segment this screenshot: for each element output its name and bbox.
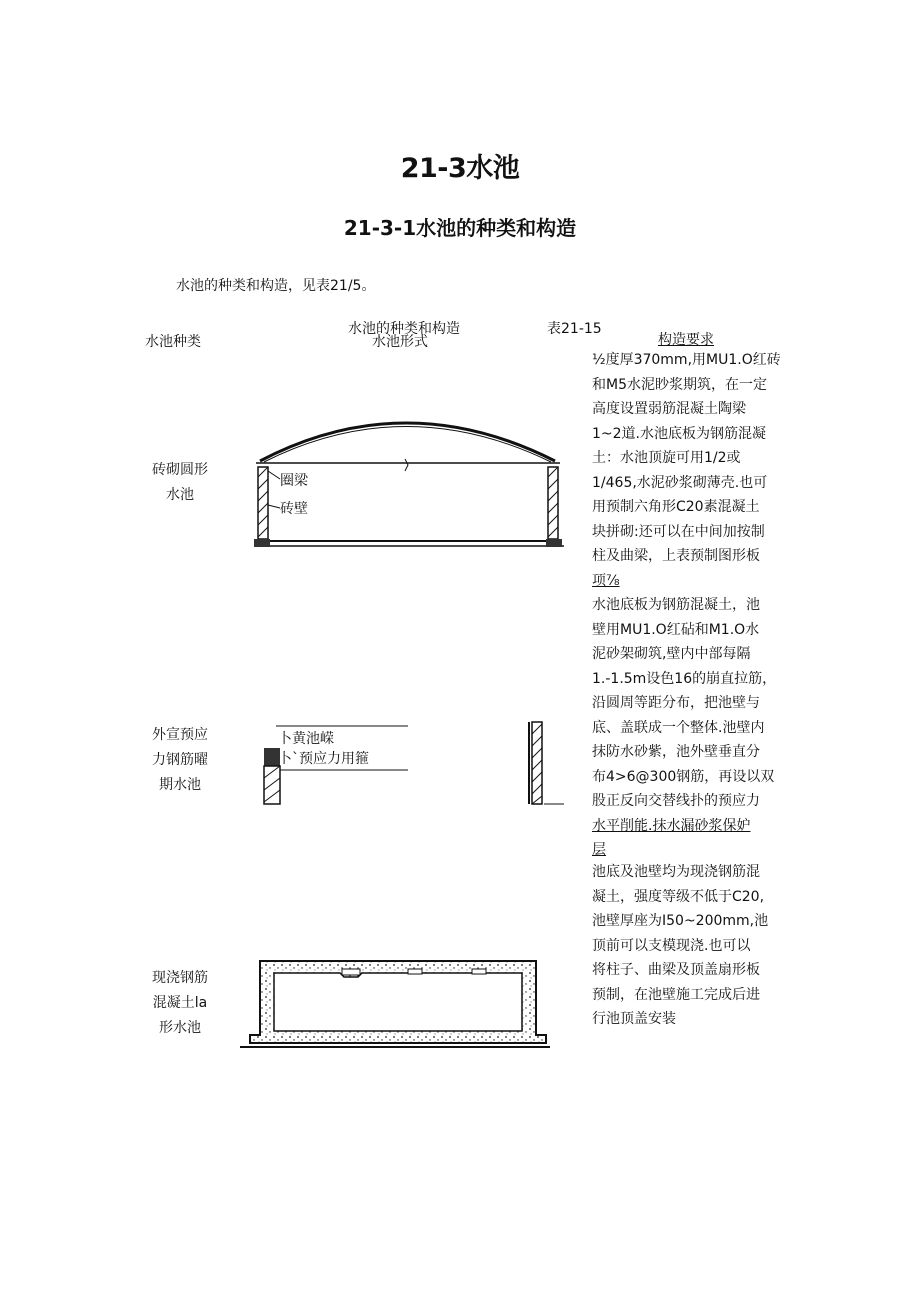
req-line: 高度设置弱筋混凝土陶梁	[592, 401, 746, 417]
req-line: 块拼砌:还可以在中间加按制	[592, 523, 765, 540]
req-line: 顶前可以支模现浇.也可以	[592, 937, 751, 954]
req-line: 项⅞	[592, 572, 620, 589]
req-line: 布4>6@300钢筋，再设以双	[592, 768, 775, 785]
row1-requirements	[592, 348, 792, 593]
row3-type	[140, 966, 220, 1041]
row2-type-line: 外宣预应	[152, 727, 208, 743]
req-line: 抹防水砂紫，池外壁垂直分	[592, 744, 760, 760]
label-ring-beam: 圈梁	[280, 473, 308, 489]
req-line: 股正反向交替线扑的预应力	[592, 793, 760, 809]
row2-requirements	[592, 593, 792, 863]
row3-type-line: 现浇钢筋	[152, 970, 208, 986]
req-line: 水池底板为钢筋混凝土，池	[592, 597, 760, 613]
req-line: 层	[592, 842, 606, 858]
req-line: 池壁厚座为I50~200mm,池	[592, 913, 769, 929]
row1-type-line: 砖砌圆形	[152, 462, 208, 478]
intro-text: 水池的种类和构造，见表21/5。	[176, 278, 376, 294]
req-line: 1.-1.5m设色16的崩直拉筋，	[592, 670, 777, 687]
label-prestress-hoop: 卜`预应力用箍	[278, 751, 369, 767]
req-line: 水平削能.抹水漏砂浆保妒	[592, 817, 751, 834]
row3-type-line: 形水池	[159, 1020, 201, 1036]
label-pool-wall: 卜黄池嵘	[278, 731, 334, 747]
row3-requirements	[592, 860, 792, 1032]
row3-type-line: 混凝土la	[152, 995, 208, 1011]
req-line: 池底及池壁均为现浇钢筋混	[592, 864, 760, 880]
row1-type	[140, 458, 220, 508]
req-line: 沿圆周等距分布，把池壁与	[592, 695, 760, 711]
header-requirements: 构造要求	[658, 332, 714, 348]
req-line: 1/465,水泥砂浆砌薄壳.也可	[592, 474, 768, 491]
table-caption: 水池的种类和构造	[348, 321, 460, 337]
row2-type	[140, 723, 220, 798]
req-line: 1~2道.水池底板为钢筋混凝	[592, 425, 766, 442]
req-line: 柱及曲梁，上表预制图形板	[592, 548, 760, 564]
req-line: 预制，在池壁施工完成后进	[592, 986, 760, 1003]
row2-type-line: 期水池	[159, 777, 201, 793]
label-brick-wall: 砖壁	[280, 501, 308, 517]
table-number: 表21-15	[547, 321, 602, 337]
req-line: ½度厚370mm,用MU1.O红砖	[592, 352, 781, 368]
header-pool-type: 水池种类	[145, 334, 201, 350]
req-line: 行池顶盖安装	[592, 1011, 676, 1027]
row2-type-line: 力钢筋曜	[152, 752, 208, 768]
req-line: 和M5水泥眇浆期筑，在一定	[592, 376, 767, 393]
section-title: 21-3-1水池的种类和构造	[343, 216, 577, 240]
brick-pool-figure	[250, 415, 570, 555]
req-line: 土：水池顶旋可用1/2或	[592, 450, 741, 466]
header-pool-form: 水池形式	[372, 334, 428, 350]
req-line: 用预制六角形C20素混凝土	[592, 499, 760, 515]
rc-pool-figure	[240, 955, 550, 1055]
req-line: 底、盖联成一个整体.池壁内	[592, 719, 765, 736]
req-line: 泥砂架砌筑,壁内中部每隔	[592, 646, 751, 662]
req-line: 壁用MU1.O红砧和M1.O水	[592, 621, 760, 638]
req-line: 凝土，强度等级不低于C20,	[592, 888, 765, 905]
prestressed-pool-figure	[262, 718, 572, 808]
page-title: 21-3水池	[400, 153, 520, 184]
row1-type-line: 水池	[166, 487, 194, 503]
req-line: 将柱子、曲梁及顶盖扇形板	[592, 962, 760, 978]
